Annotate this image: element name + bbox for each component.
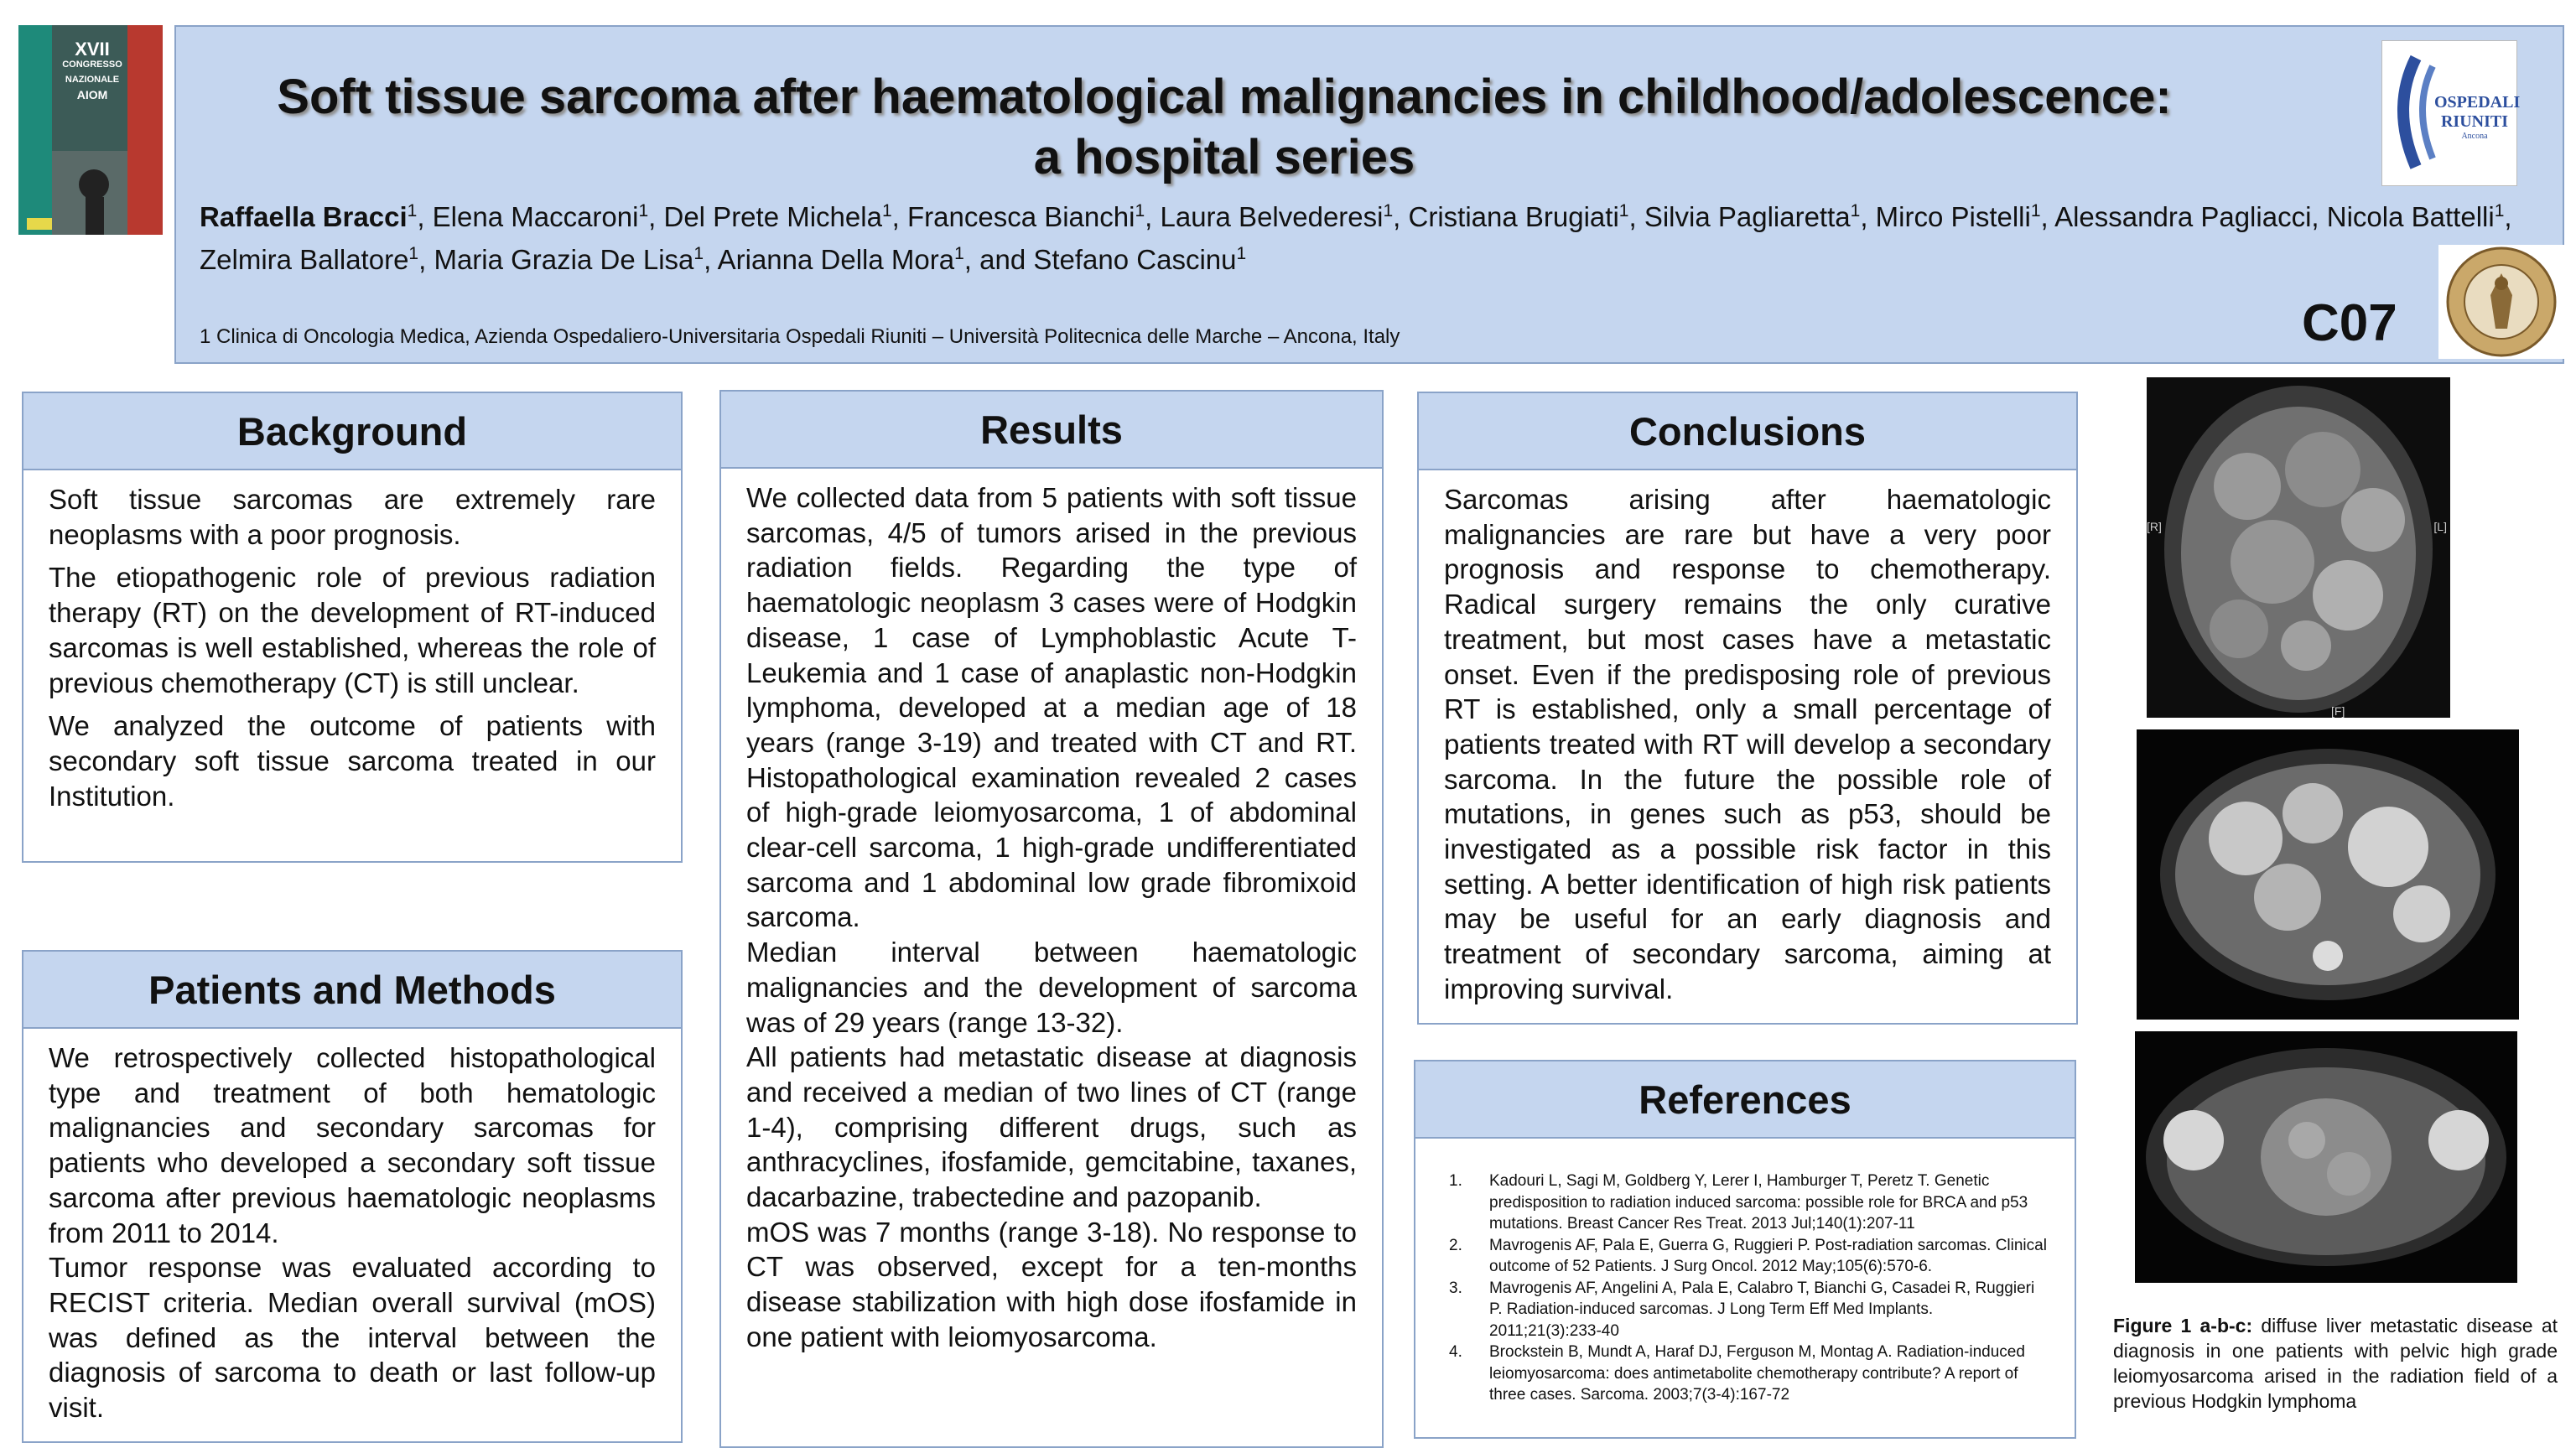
hospital-logo-line3: Ancona [2461, 132, 2488, 141]
author-affiliation-mark: 1 [1135, 201, 1145, 221]
reference-text: Brockstein B, Mundt A, Haraf DJ, Ferguson M, Montag A. Radiation-induced leiomyosarcoma: does antimetabolite chemotherapy contribute? A report of three cases. Sarcoma. 2003;7(3-4):167-72 [1489, 1343, 2025, 1404]
mri-orientation-right: [L] [2433, 520, 2447, 533]
author-affiliation-mark: 1 [1383, 201, 1394, 221]
hospital-logo-line1: OSPEDALI [2434, 93, 2521, 112]
conclusions-body [1419, 470, 2076, 1007]
congress-word: CONGRESSO [62, 60, 122, 70]
results-paragraph: We collected data from 5 patients with soft tissue sarcomas, 4/5 of tumors arised in the previous radiation fields. Regarding the type of haematologic neoplasm 3 cases were of Hodgkin disease, 1 case of Lymphoblastic Acute T-Leukemia and 1 case of anaplastic non-Hodgkin lymphoma, developed at a median age of 18 years (range 3-19) and treated with CT and RT. Histopathological examination revealed 2 cases of high-grade leiomyosarcoma, 1 of abdominal clear-cell sarcoma, 1 high-grade undifferentiated sarcoma and 1 abdominal low grade fibromixoid sarcoma. [746, 482, 1357, 933]
author-name: Zelmira Ballatore [200, 244, 409, 275]
reference-text: Mavrogenis AF, Angelini A, Pala E, Calabro T, Bianchi G, Casadei R, Ruggieri P. Radiation-induced sarcomas. J Long Term Eff Med Implants. 2011;21(3):233-40 [1489, 1279, 2035, 1340]
mri-orientation-left: [R] [2147, 520, 2162, 533]
background-heading: Background [23, 393, 681, 470]
title-line-2: a hospital series [1033, 130, 1415, 184]
methods-paragraph: We retrospectively collected histopathological type and treatment of both hematologic malignancies and secondary sarcomas for patients who developed a secondary soft tissue sarcoma after previous haematologic neoplasms from 2011 to 2014. [49, 1042, 656, 1248]
author-affiliation-mark: 1 [408, 244, 419, 263]
figure-caption [2113, 1313, 2558, 1414]
reference-list [1415, 1139, 2075, 1406]
poster-title [176, 67, 2272, 188]
background-paragraph: The etiopathogenic role of previous radiation therapy (RT) on the development of RT-induced sarcomas is well established, whereas the role of previous chemotherapy (CT) is still unclear. [49, 562, 656, 698]
results-body [721, 469, 1382, 1355]
references-heading: References [1415, 1061, 2075, 1139]
author-affiliation-mark: 1 [881, 201, 892, 221]
mri-image-coronal [2147, 377, 2450, 718]
methods-paragraph: Tumor response was evaluated according to RECIST criteria. Median overall survival (mOS) was defined as the interval between the diagnosis of sarcoma to death or last follow-up visit. [49, 1252, 656, 1424]
author-conjunction: and [979, 244, 1034, 275]
author-affiliation-mark: 1 [638, 201, 649, 221]
author-affiliation-mark: 1 [2494, 201, 2505, 221]
author-name: Stefano Cascinu [1033, 244, 1237, 275]
conclusions-section [1417, 392, 2078, 1025]
author-name: Silvia Pagliaretta [1644, 201, 1851, 232]
congress-logo [18, 25, 163, 235]
methods-section [22, 950, 683, 1443]
figure-caption-text: diffuse liver metastatic disease at diagnosis in one patients with pelvic high grade leiomyosarcoma arised in the radiation field of a previous Hodgkin lymphoma [2113, 1315, 2558, 1412]
author-name: Elena Maccaroni [432, 201, 639, 232]
congress-national: NAZIONALE [65, 75, 120, 85]
congress-aiom: AIOM [76, 88, 108, 101]
figure-caption-label: Figure 1 a-b-c: [2113, 1315, 2253, 1336]
conclusions-paragraph: Sarcomas arising after haematologic malignancies are rare but have a very poor prognosis and response to chemotherapy. Radical surgery remains the only curative treatment, but most cases have a metastatic onset. Even if the predisposing role of previous RT is established, only a small percentage of patients treated with RT will develop a secondary sarcoma. In the future the possible role of mutations, in genes such as p53, should be investigated as a possible risk factor in this setting. A better identification of high risk patients may be useful for an early diagnosis and treatment of secondary sarcoma, aiming at improving survival. [1444, 484, 2051, 1004]
author-name: Laura Belvederesi [1160, 201, 1384, 232]
author-name: Francesca Bianchi [906, 201, 1135, 232]
reference-number: 3. [1449, 1279, 1462, 1297]
university-seal [2438, 245, 2564, 359]
methods-body [23, 1029, 681, 1425]
results-paragraph: mOS was 7 months (range 3-18). No response to CT was observed, except for a ten-months disease stabilization with high dose ifosfamide in one patient with leiomyosarcoma. [746, 1216, 1357, 1352]
author-affiliation-mark: 1 [407, 201, 418, 221]
references-section [1414, 1060, 2076, 1439]
author-name: Del Prete Michela [663, 201, 882, 232]
reference-text: Kadouri L, Sagi M, Goldberg Y, Lerer I, Hamburger T, Peretz T. Genetic predisposition to radiation induced sarcoma: possible role for BRCA and p53 mutations. Breast Cancer Res Treat. 2013 Jul;140(1):207-11 [1489, 1172, 2028, 1233]
mri-image-axial-pelvis [2135, 1031, 2517, 1283]
author-name: Alessandra Pagliacci [2054, 201, 2312, 232]
reference-item [1449, 1170, 2049, 1235]
background-section [22, 392, 683, 863]
reference-item [1449, 1342, 2049, 1406]
reference-number: 4. [1449, 1343, 1462, 1361]
background-body [23, 470, 681, 813]
author-name: Nicola Battelli [2326, 201, 2495, 232]
title-line-1: Soft tissue sarcoma after haematological malignancies in childhood/adolescence: [277, 70, 2172, 124]
author-name: Arianna Della Mora [717, 244, 955, 275]
results-heading: Results [721, 392, 1382, 469]
reference-text: Mavrogenis AF, Pala E, Guerra G, Ruggieri P. Post-radiation sarcomas. Clinical outcome of 52 Patients. J Surg Oncol. 2012 May;105(6):570-6. [1489, 1236, 2047, 1275]
author-name: Raffaella Bracci [200, 201, 408, 232]
author-affiliation-mark: 1 [1618, 201, 1629, 221]
results-paragraph: All patients had metastatic disease at diagnosis and received a median of two lines of CT (range 1-4), comprising different drugs, such as anthracyclines, ifosfamide, gemcitabine, taxanes, dacarbazine, trabectedine and pazopanib. [746, 1041, 1357, 1213]
affiliation: 1 Clinica di Oncologia Medica, Azienda Ospedaliero-Universitaria Ospedali Riuniti – Università Politecnica delle Marche – Ancona, Italy [200, 325, 1400, 348]
background-paragraph: Soft tissue sarcomas are extremely rare neoplasms with a poor prognosis. [49, 484, 656, 550]
reference-item [1449, 1278, 2049, 1342]
author-affiliation-mark: 1 [2030, 201, 2041, 221]
results-section [719, 390, 1384, 1448]
mri-orientation-bottom: [F] [2331, 704, 2345, 718]
reference-item [1449, 1235, 2049, 1278]
hospital-logo [2381, 40, 2521, 186]
author-affiliation-mark: 1 [1850, 201, 1861, 221]
background-paragraph: We analyzed the outcome of patients with secondary soft tissue sarcoma treated in our Institution. [49, 710, 656, 812]
author-affiliation-mark: 1 [1236, 244, 1247, 263]
author-affiliation-mark: 1 [693, 244, 704, 263]
author-name: Mirco Pistelli [1875, 201, 2031, 232]
author-name: Cristiana Brugiati [1408, 201, 1619, 232]
poster-code: C07 [2302, 294, 2397, 352]
results-paragraph: Median interval between haematologic malignancies and the development of sarcoma was of 29 years (range 13-32). [746, 937, 1357, 1038]
reference-number: 2. [1449, 1236, 1462, 1254]
author-affiliation-mark: 1 [954, 244, 964, 263]
conclusions-heading: Conclusions [1419, 393, 2076, 470]
methods-heading: Patients and Methods [23, 952, 681, 1029]
poster-header [174, 25, 2564, 364]
reference-number: 1. [1449, 1172, 1462, 1190]
mri-image-axial-liver [2137, 729, 2519, 1020]
author-list: Raffaella Bracci$^1$, Elena Maccaroni$^1$, Del Prete Michela$^1$, Francesca Bianchi$^1$, Laura Belvederesi$^1$, Cristiana Brugiati$^1$, Silvia Pagliaretta$^1$, Mirco Pistelli$^1$, Alessandra Pagliacci, Nicola Battelli$^1$, Zelmira Ballatore$^1$, Maria Grazia De Lisa$^1$, Arianna Della Mora$^1$, and Stefano Cascinu$^1$ [200, 201, 2512, 275]
congress-edition: XVII [75, 39, 110, 60]
hospital-logo-line2: RIUNITI [2440, 112, 2509, 131]
author-name: Maria Grazia De Lisa [434, 244, 694, 275]
